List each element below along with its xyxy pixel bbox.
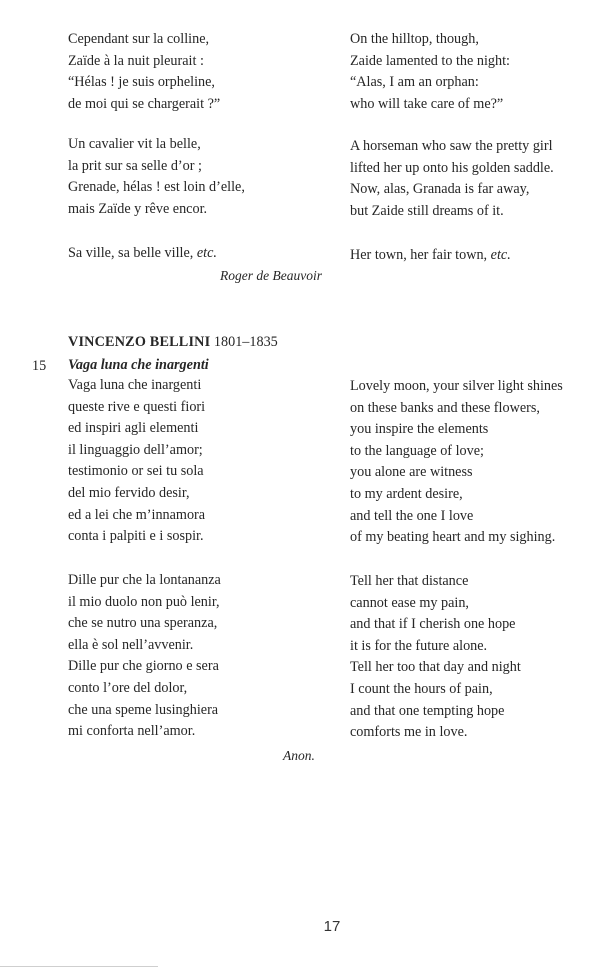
verse-line: de moi qui se chargerait ?”: [68, 95, 221, 112]
french-stanza-2: [68, 134, 338, 220]
verse-line: del mio fervido desir,: [68, 484, 190, 501]
italian-stanza-2: [68, 570, 338, 743]
verse-line: lifted her up onto his golden saddle.: [350, 159, 554, 176]
verse-line: Cependant sur la colline,: [68, 31, 210, 47]
verse-line: queste rive e questi fiori: [68, 398, 206, 415]
verse-line: On the hilltop, though,: [350, 31, 479, 47]
verse-line: it is for the future alone.: [350, 637, 488, 654]
verse-line: Dille pur che la lontananza: [68, 572, 221, 588]
verse-line: “Alas, I am an orphan:: [350, 74, 479, 91]
verse-line: conta i palpiti e i sospir.: [68, 528, 204, 545]
verse-line: Grenade, hélas ! est loin d’elle,: [68, 179, 245, 196]
verse-line: ella è sol nell’avvenir.: [68, 636, 194, 653]
verse-line: who will take care of me?”: [350, 95, 504, 112]
verse-line: che se nutro una speranza,: [68, 615, 218, 632]
verse-line: che una speme lusinghiera: [68, 701, 219, 718]
refrain-text: Sa ville, sa belle ville,: [68, 245, 197, 261]
verse-line: to my ardent desire,: [350, 485, 463, 502]
verse-line: il linguaggio dell’amor;: [68, 441, 203, 458]
refrain-etc: etc.: [196, 245, 217, 261]
verse-line: “Hélas ! je suis orpheline,: [68, 74, 215, 91]
verse-line: ed inspiri agli elementi: [68, 420, 199, 437]
scan-edge-line: [0, 966, 158, 967]
verse-line: Zaïde à la nuit pleurait :: [68, 52, 204, 69]
verse-line: A horseman who saw the pretty girl: [350, 138, 553, 154]
verse-line: il mio duolo non può lenir,: [68, 593, 220, 610]
verse-line: cannot ease my pain,: [350, 594, 469, 611]
verse-line: on these banks and these flowers,: [350, 399, 540, 416]
english-song-stanza-2: [350, 571, 595, 744]
verse-line: Tell her too that day and night: [350, 659, 521, 676]
song-title: Vaga luna che inargenti: [68, 357, 209, 373]
english-refrain: [350, 245, 595, 267]
poet-attribution: Roger de Beauvoir: [220, 268, 322, 283]
composer-dates: 1801–1835: [210, 334, 278, 350]
verse-line: mi conforta nell’amor.: [68, 723, 196, 740]
italian-stanza-1: [68, 375, 338, 548]
verse-line: and tell the one I love: [350, 507, 474, 524]
verse-line: Now, alas, Granada is far away,: [350, 181, 530, 198]
english-song-stanza-1: [350, 376, 595, 549]
composer-heading: [68, 332, 278, 354]
verse-line: but Zaide still dreams of it.: [350, 202, 504, 219]
verse-line: and that one tempting hope: [350, 702, 505, 719]
page-number: 17: [323, 918, 341, 935]
verse-line: Un cavalier vit la belle,: [68, 136, 201, 152]
verse-line: comforts me in love.: [350, 724, 468, 741]
verse-line: mais Zaïde y rêve encor.: [68, 200, 208, 217]
verse-line: Tell her that distance: [350, 573, 469, 589]
verse-line: la prit sur sa selle d’or ;: [68, 157, 202, 174]
verse-line: I count the hours of pain,: [350, 680, 493, 697]
verse-line: conto l’ore del dolor,: [68, 679, 188, 696]
verse-line: Zaide lamented to the night:: [350, 52, 510, 69]
refrain-text: Her town, her fair town,: [350, 247, 491, 263]
verse-line: and that if I cherish one hope: [350, 616, 516, 633]
lyricist-attribution: Anon.: [283, 748, 315, 763]
english-stanza-1: [350, 29, 595, 115]
verse-line: ed a lei che m’innamora: [68, 506, 206, 523]
verse-line: of my beating heart and my sighing.: [350, 529, 556, 546]
verse-line: you inspire the elements: [350, 421, 489, 438]
verse-line: Dille pur che giorno e sera: [68, 658, 219, 675]
french-refrain: [68, 243, 338, 265]
verse-line: Lovely moon, your silver light shines: [350, 378, 563, 394]
verse-line: you alone are witness: [350, 464, 473, 481]
song-number: 15: [32, 358, 47, 374]
verse-line: to the language of love;: [350, 442, 484, 459]
refrain-etc: etc.: [490, 247, 511, 263]
french-stanza-1: [68, 29, 338, 115]
composer-name: VINCENZO BELLINI: [68, 334, 211, 350]
verse-line: Vaga luna che inargenti: [68, 377, 202, 393]
english-stanza-2: [350, 136, 595, 222]
verse-line: testimonio or sei tu sola: [68, 463, 204, 480]
